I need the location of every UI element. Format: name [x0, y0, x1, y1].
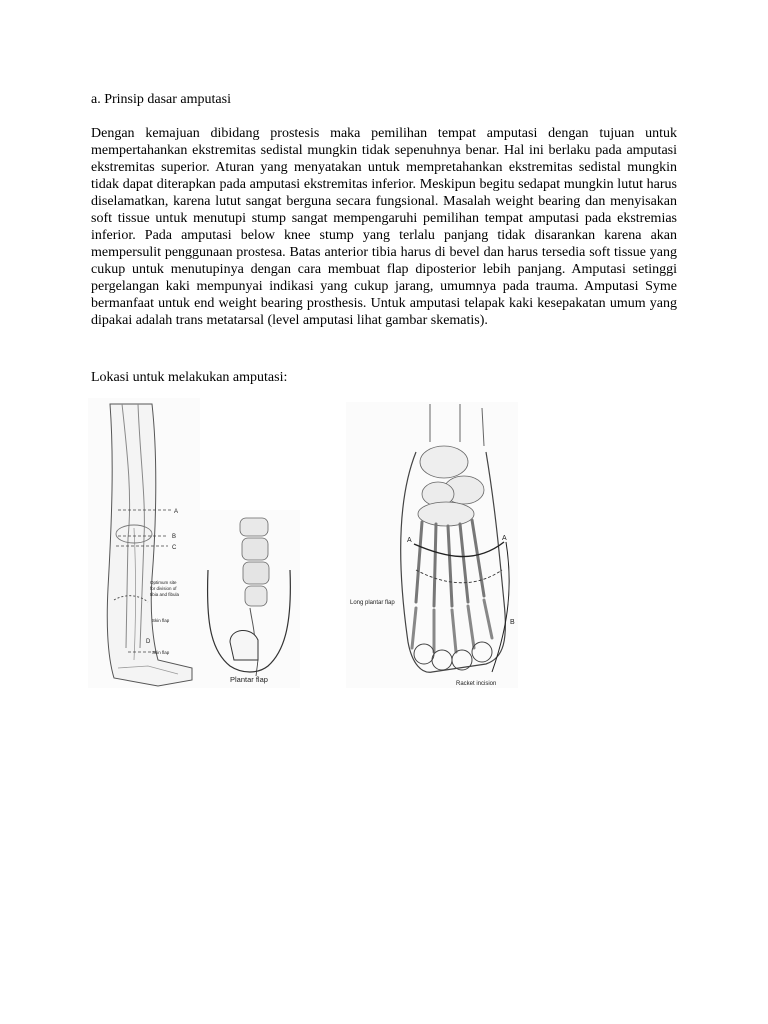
leg-note-optimum-1: Optimum site — [150, 580, 177, 585]
leg-label-a: A — [174, 509, 179, 515]
leg-label-d: D — [146, 639, 151, 645]
foot-label-a-left: A — [407, 537, 412, 544]
paragraph-text: Dengan kemajuan dibidang prostesis maka pemilihan tempat amputasi dengan tujuan untuk mempertahankan ekstremitas sedistal mungkin tidak sepenuhnya benar. Hal ini berlaku pada amputasi ekstremitas superior. Aturan yang menyatakan untuk mempretahankan ekstremitas sedistal mungkin tidak dapat diterapkan pada amputasi ekstremitas inferior. Meskipun begitu sedapat mungkin lutut harus diselamatkan, karena lutut sangat berguna secara fungsional. Masalah weight bearing dan menyisakan soft tissue untuk menutupi stump sangat mempengaruhi pemilihan tempat amputasi pada ekstremias inferior. Pada amputasi below knee stump yang terlalu panjang tidak disarankan karena akan mempersulit penggunaan prostesa. Batas anterior tibia harus di bevel dan harus tersedia soft tissue yang cukup untuk menutupinya dengan cara membuat flap diposterior lebih panjang. Amputasi setinggi pergelangan kaki mempunyai indikasi yang cukup jarang, umumnya pada trauma. Amputasi Syme bermanfaat untuk end weight bearing prosthesis. Untuk amputasi telapak kaki kesepakatan umum yang dipakai adalah trans metatarsal (level amputasi lihat gambar skematis). — [91, 126, 677, 328]
leg-note-optimum-2: for division of — [150, 586, 177, 591]
foot-note-long-plantar: Long plantar flap — [350, 600, 395, 606]
foot-drawing — [346, 402, 518, 688]
leg-note-skin-flap-1: Skin flap — [152, 618, 170, 623]
toe-caption: Plantar flap — [230, 675, 268, 684]
foot-caption: Racket incision — [456, 681, 497, 687]
figure-toe-plantar-flap — [200, 510, 300, 688]
figure-foot-skeleton — [346, 402, 518, 688]
leg-note-optimum-3: tibia and fibula — [150, 592, 180, 597]
leg-label-b: B — [172, 534, 177, 540]
body-paragraph — [91, 125, 677, 329]
foot-label-b: B — [510, 619, 515, 626]
leg-label-c: C — [172, 545, 177, 551]
lower-leg-drawing — [88, 398, 200, 688]
section-heading: a. Prinsip dasar amputasi — [91, 92, 231, 107]
figure-lower-leg — [88, 398, 200, 688]
leg-note-skin-flap-2: Skin flap — [152, 650, 170, 655]
subheading-locations: Lokasi untuk melakukan amputasi: — [91, 370, 288, 385]
toe-drawing — [200, 510, 300, 688]
foot-label-a-right: A — [502, 535, 507, 542]
